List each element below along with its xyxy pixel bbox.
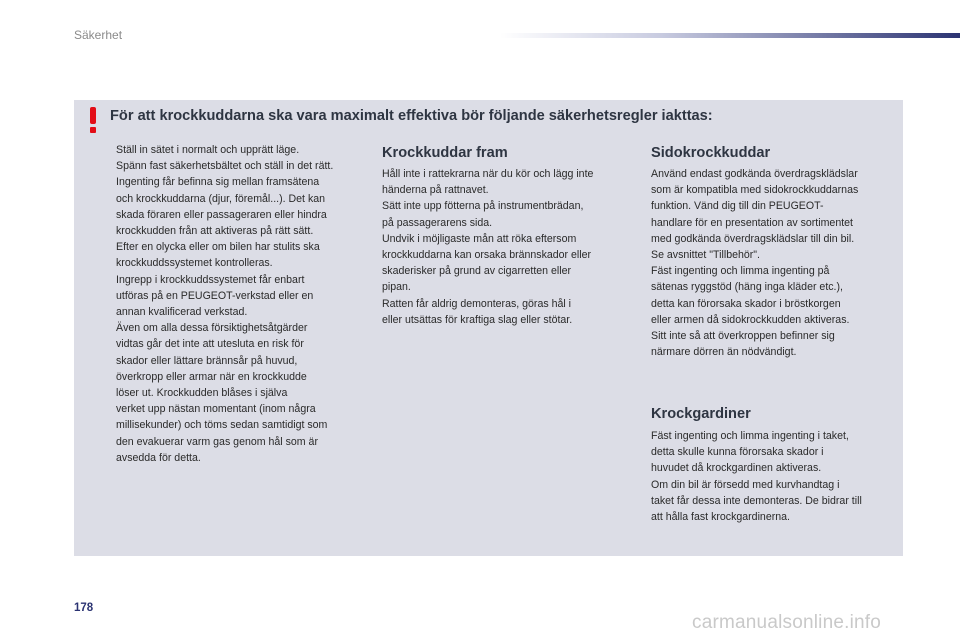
curtain-airbags-text [651, 428, 862, 525]
warning-exclamation-icon [85, 104, 101, 134]
text-line: utföras på en PEUGEOT-verkstad eller en [116, 289, 314, 302]
text-line: Ställ in sätet i normalt och upprätt läge. [116, 144, 300, 156]
text-line: Om din bil är försedd med kurvhandtag i [651, 478, 840, 491]
text-line: Ingenting får befinna sig mellan framsätena [116, 176, 320, 189]
text-line: detta kan förorsaka skador i bröstkorgen [651, 297, 841, 310]
front-airbags-text [382, 166, 593, 328]
section-title: Säkerhet [74, 28, 123, 42]
text-line: eller utsättas för kraftiga slag eller stötar. [382, 313, 573, 326]
text-line: handlare för en presentation av sortimentet [651, 216, 853, 229]
text-line: Ingrepp i krockkuddssystemet får enbart [116, 273, 305, 286]
text-line: sätenas ryggstöd (häng inga kläder etc.), [651, 281, 843, 294]
text-line: krockkuddssystemet kontrolleras. [116, 257, 273, 270]
text-line: Efter en olycka eller om bilen har stulits ska [116, 241, 320, 254]
general-rules-text [116, 142, 333, 466]
page-number: 178 [74, 602, 94, 614]
panel-heading: För att krockkuddarna ska vara maximalt effektiva bör följande säkerhetsregler iakttas: [110, 108, 713, 124]
text-line: skador eller lättare brännsår på huvud, [116, 354, 298, 367]
text-line: med godkända överdragsklädslar till din bil. [651, 232, 855, 245]
warning-exclamation-bar [90, 107, 96, 124]
text-line: verket upp nästan momentant (inom några [116, 403, 316, 416]
text-line: vidtas går det inte att utesluta en risk för [116, 338, 304, 351]
curtain-airbags-heading: Krockgardiner [651, 406, 751, 422]
text-line: Använd endast godkända överdragsklädslar [651, 168, 858, 180]
text-line: Sitt inte så att överkroppen befinner sig [651, 330, 835, 343]
text-line: pipan. [382, 281, 411, 294]
text-line: detta skulle kunna förorsaka skador i [651, 446, 824, 459]
text-line: Ratten får aldrig demonteras, göras hål i [382, 297, 572, 310]
text-line: millisekunder) och töms sedan samtidigt som [116, 419, 328, 432]
text-line: Håll inte i rattekrarna när du kör och lägg inte [382, 168, 594, 180]
text-line: funktion. Vänd dig till din PEUGEOT- [651, 200, 824, 213]
text-line: och krockkuddarna (djur, föremål...). Det kan [116, 192, 326, 205]
side-airbags-heading: Sidokrockkuddar [651, 145, 771, 161]
watermark: carmanualsonline.info [692, 612, 882, 633]
text-line: Fäst ingenting och limma ingenting i taket, [651, 430, 849, 442]
text-line: som är kompatibla med sidokrockkuddarnas [651, 184, 859, 197]
text-line: Fäst ingenting och limma ingenting på [651, 265, 830, 278]
text-line: händerna på rattnavet. [382, 184, 489, 197]
text-line: Sätt inte upp fötterna på instrumentbrädan, [382, 200, 584, 213]
text-line: krockkudden från att aktiveras på rätt sätt. [116, 225, 314, 238]
text-line: huvudet då krockgardinen aktiveras. [651, 462, 822, 475]
text-line: skada föraren eller passageraren eller hindra [116, 208, 327, 221]
text-line: på passagerarens sida. [382, 216, 493, 229]
text-line: avsedda för detta. [116, 451, 201, 464]
text-line: Se avsnittet "Tillbehör". [651, 249, 760, 262]
text-line: taket får dessa inte demonteras. De bidrar till [651, 494, 862, 507]
text-line: närmare dörren än nödvändigt. [651, 346, 797, 359]
text-line: skaderisker på grund av cigarretten eller [382, 265, 572, 278]
text-line: den evakuerar varm gas genom hål som är [116, 435, 318, 448]
text-line: krockkuddarna kan orsaka brännskador eller [382, 249, 592, 262]
text-line: löser ut. Krockkudden blåses i själva [116, 387, 288, 400]
text-line: Undvik i möjligaste mån att röka eftersom [382, 232, 577, 245]
side-airbags-text [651, 166, 858, 360]
text-line: Spänn fast säkerhetsbältet och ställ in det rätt. [116, 160, 334, 173]
text-line: eller armen då sidokrockkudden aktiveras. [651, 313, 850, 326]
text-line: annan kvalificerad verkstad. [116, 306, 248, 319]
warning-exclamation-dot [90, 127, 96, 133]
header-decorative-bar [500, 33, 960, 38]
text-line: Även om alla dessa försiktighetsåtgärder [116, 322, 308, 335]
text-line: överkropp eller armar när en krockkudde [116, 370, 307, 383]
front-airbags-heading: Krockkuddar fram [382, 145, 508, 161]
text-line: att hålla fast krockgardinerna. [651, 511, 790, 524]
